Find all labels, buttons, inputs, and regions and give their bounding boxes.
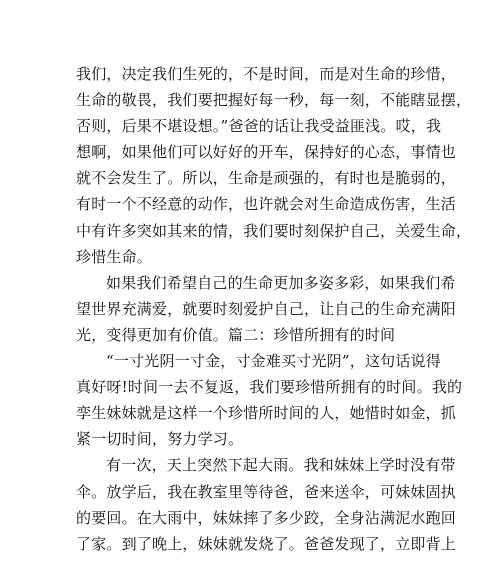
text-line: 珍惜生命。 <box>76 247 153 266</box>
body-text <box>76 61 472 557</box>
text-line: 就不会发生了。所以，生命是顽强的，有时也是脆弱的， <box>76 169 457 188</box>
text-line: 真好呀!时间一去不复返，我们要珍惜所拥有的时间。我的 <box>76 378 463 397</box>
text-line: 望世界充满爱，就要时刻爱护自己，让自己的生命充满阳 <box>76 299 457 318</box>
text-line: 想啊，如果他们可以好好的开车，保持好的心态，事情也 <box>76 143 457 162</box>
text-line: 伞。放学后，我在教室里等待爸，爸来送伞，可妹妹固执 <box>76 482 457 501</box>
text-line: 生命的敬畏，我们要把握好每一秒，每一刻，不能瞎显摆， <box>76 91 472 110</box>
text-line: 有时一个不经意的动作，也许就会对生命造成伤害，生活 <box>76 195 457 214</box>
text-line: 中有许多突如其来的情，我们要时刻保护自己，关爱生命， <box>76 221 472 240</box>
text-line: 的要回。在大雨中，妹妹摔了多少跤，全身沾满泥水跑回 <box>76 508 457 527</box>
text-line: 孪生妹妹就是这样一个珍惜所时间的人，她惜时如金，抓 <box>76 404 457 423</box>
paragraph-start-line: “一寸光阴一寸金，寸金难买寸光阴”，这句话说得 <box>106 352 441 371</box>
text-line: 了家。到了晚上，妹妹就发烧了。爸爸发现了，立即背上 <box>76 534 457 553</box>
paragraph-start-line: 如果我们希望自己的生命更加多姿多彩，如果我们希 <box>106 273 456 292</box>
text-line: 否则，后果不堪设想。”爸爸的话让我受益匪浅。哎，我 <box>76 117 442 136</box>
text-line: 紧一切时间，努力学习。 <box>76 430 244 449</box>
paragraph-start-line: 有一次，天上突然下起大雨。我和妹妹上学时没有带 <box>106 456 456 475</box>
text-line: 我们，决定我们生死的，不是时间，而是对生命的珍惜， <box>76 65 457 83</box>
text-line: 光，变得更加有价值。篇二：珍惜所拥有的时间 <box>76 325 396 344</box>
